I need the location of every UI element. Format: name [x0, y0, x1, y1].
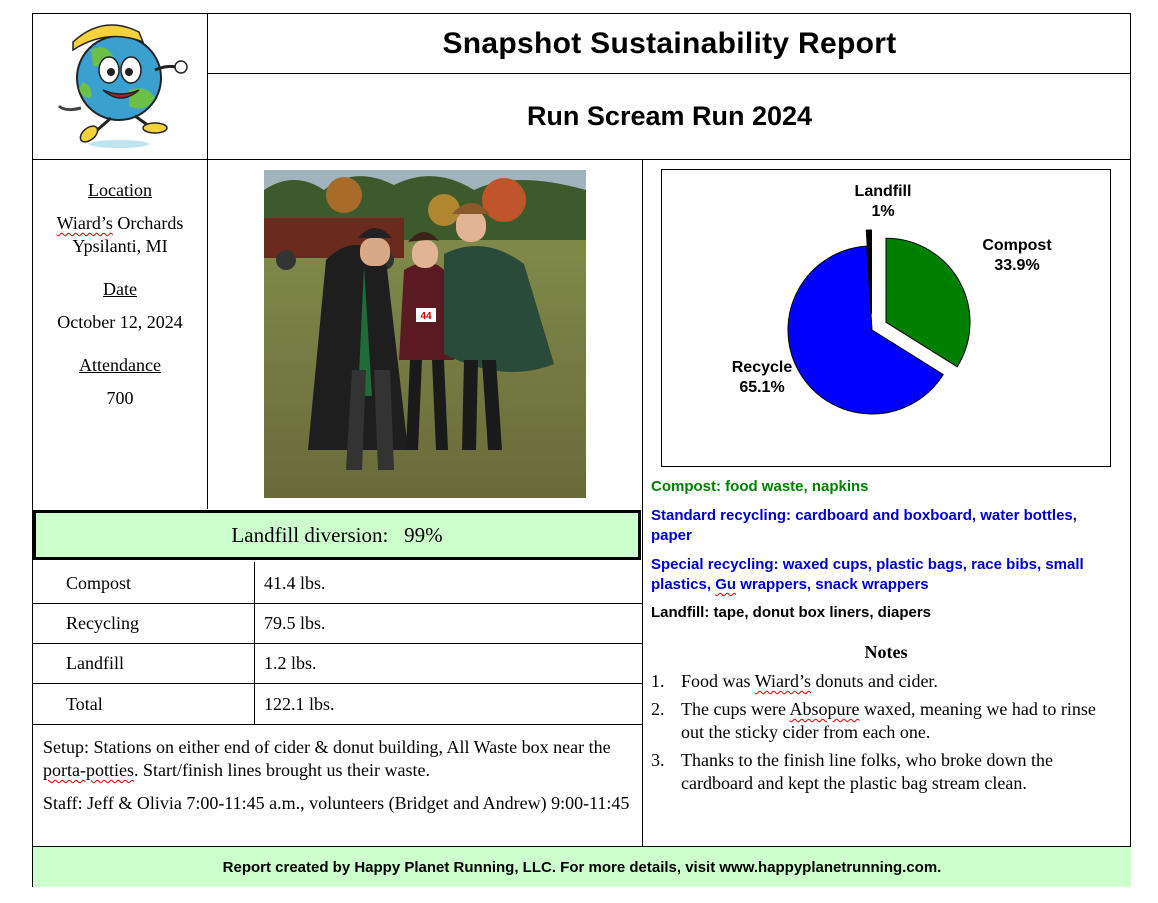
- attendance-value: 700: [106, 388, 134, 408]
- report-frame: [32, 13, 1131, 887]
- note-item: 3. Thanks to the finish line folks, who broke down the cardboard and kept the plastic bag stream clean.: [651, 750, 1053, 793]
- location-name: Wiard’s Orchards: [56, 213, 184, 233]
- landfill-diversion-banner: [33, 510, 641, 560]
- table-row-recycling-label: Recycling: [66, 613, 139, 633]
- table-row-landfill-amount: 1.2 lbs.: [264, 653, 317, 673]
- race-bib: 44: [420, 311, 432, 322]
- diversion-label: Landfill diversion:: [231, 522, 389, 547]
- legend-special-recycling: Special recycling: waxed cups, plastic bags, race bibs, small plastics, Gu wrappers, snack wrappers: [651, 556, 1084, 593]
- date-label: Date: [103, 279, 137, 299]
- happy-planet-logo: [51, 20, 191, 154]
- table-row-compost-label: Compost: [66, 572, 132, 593]
- date-value: October 12, 2024: [57, 312, 183, 332]
- report-title: Snapshot Sustainability Report: [442, 26, 897, 60]
- location-city: Ypsilanti, MI: [72, 236, 168, 256]
- staff-text: Staff: Jeff & Olivia 7:00-11:45 a.m., volunteers (Bridget and Andrew) 9:00-11:45: [43, 793, 630, 813]
- pie-label-landfill: Landfill 1%: [854, 183, 912, 220]
- table-row-compost-amount: 41.4 lbs.: [264, 572, 326, 593]
- event-title: Run Scream Run 2024: [526, 101, 813, 131]
- table-row-total-amount: 122.1 lbs.: [264, 693, 335, 714]
- diversion-value: 99%: [404, 522, 443, 547]
- table-row-recycling-amount: 79.5 lbs.: [264, 613, 326, 633]
- legend-standard-recycling: Standard recycling: cardboard and boxboard, water bottles, paper: [651, 507, 1077, 544]
- location-label: Location: [88, 180, 152, 200]
- table-row-total-label: Total: [66, 693, 103, 714]
- legend-landfill: Landfill: tape, donut box liners, diapers: [651, 604, 932, 621]
- note-item: 1. Food was Wiard’s donuts and cider.: [651, 671, 938, 691]
- note-item: 2. The cups were Absopure waxed, meaning we had to rinse out the sticky cider from each one.: [651, 699, 1096, 742]
- notes-list: [651, 670, 1121, 800]
- report-footer: Report created by Happy Planet Running, LLC. For more details, visit www.happyplanetrunning.com.: [33, 847, 1131, 887]
- divider: [33, 159, 1131, 160]
- divider: [642, 159, 643, 847]
- notes-title: Notes: [864, 642, 908, 662]
- setup-text: Setup: Stations on either end of cider & donut building, All Waste box near the porta-potties. Start/finish lines brought us their waste.: [43, 737, 611, 780]
- waste-pie-chart: [661, 169, 1111, 467]
- pie-label-compost: Compost 33.9%: [982, 237, 1052, 274]
- legend-compost: Compost: food waste, napkins: [651, 478, 869, 495]
- table-row-landfill-label: Landfill: [66, 653, 124, 673]
- pie-label-recycle: Recycle 65.1%: [731, 359, 793, 396]
- event-photo: [264, 170, 586, 498]
- attendance-label: Attendance: [79, 355, 161, 375]
